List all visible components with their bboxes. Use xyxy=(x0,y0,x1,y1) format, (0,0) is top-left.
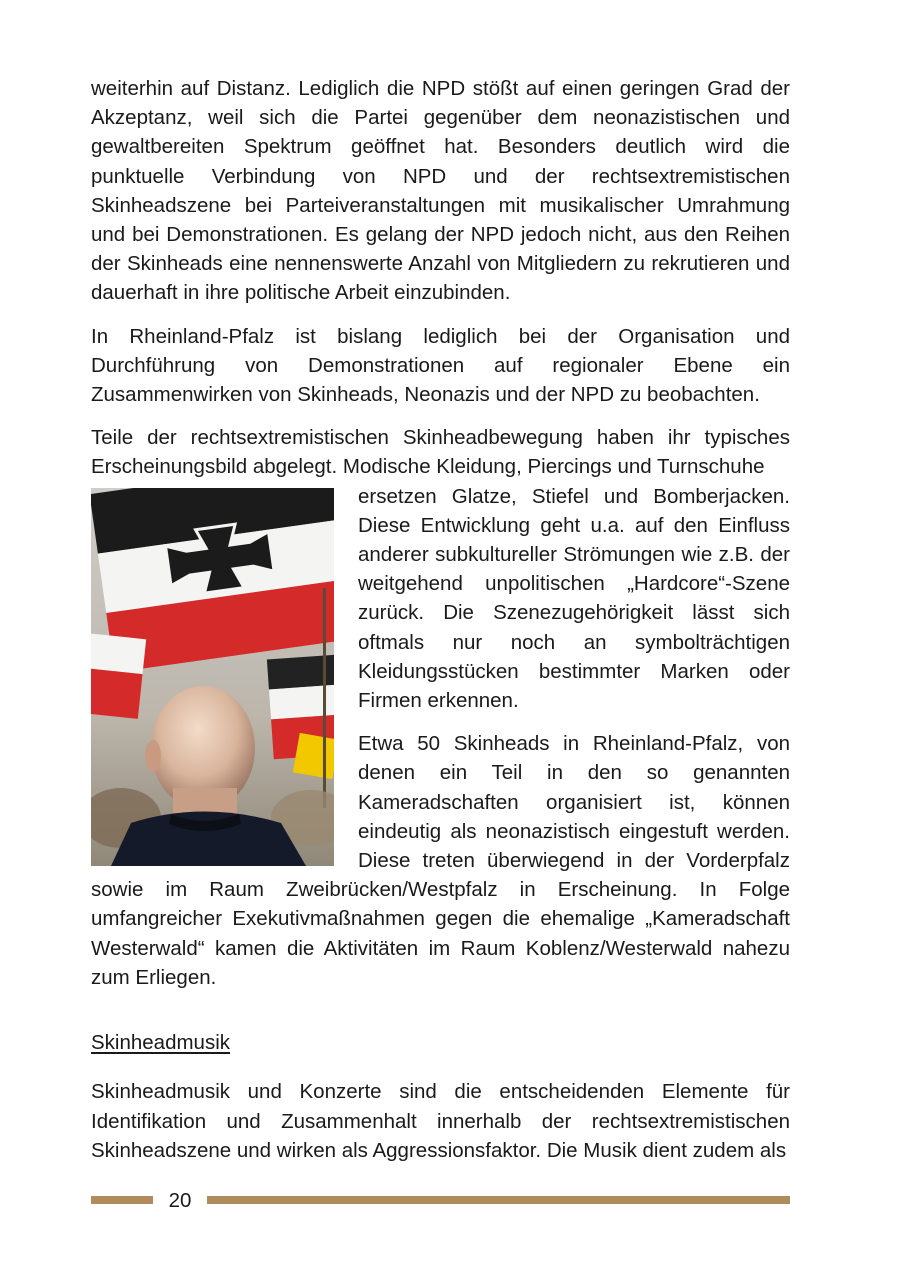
paragraph-4: Etwa 50 Skinheads in Rheinland-Pfalz, von denen ein Teil in den so genannten Kameradschaften organisiert ist, können eindeutig als neonazistisch eingestuft werden. Diese treten überwiegend in der Vorderpfalz sowie im Raum Zweibrücken/Westpfalz in Erscheinung. In Folge umfangreicher Exekutivmaßnahmen gegen die ehemalige „Kameradschaft Westerwald“ kamen die Aktivitäten im Raum Koblenz/Westerwald nahezu zum Erliegen. xyxy=(91,732,790,989)
page-content xyxy=(91,74,790,1179)
section-heading: Skinheadmusik xyxy=(91,1031,231,1055)
footer-rule-right xyxy=(207,1196,790,1204)
paragraph-3-intro: Teile der rechtsextremistischen Skinheadbewegung haben ihr typisches Erscheinungsbild abgelegt. Modische Kleidung, Piercings und Turnschuhe xyxy=(91,426,790,479)
paragraph-3: ersetzen Glatze, Stiefel und Bomberjacken. Diese Entwicklung geht u.a. auf den Einfluss anderer subkultureller Strömungen wie z.B. der weitgehend unpolitischen „Hardcore“-Szene zurück. Die Szenezugehörigkeit lässt sich oftmals nur noch an symbolträchtigen Kleidungsstücken bestimmter Marken oder Firmen erkennen. xyxy=(358,484,790,713)
demonstration-photo xyxy=(91,488,334,866)
paragraph-1: weiterhin auf Distanz. Lediglich die NPD stößt auf einen geringen Grad der Akzeptanz, weil sich die Partei gegenüber dem neonazistischen und gewaltbereiten Spektrum geöffnet hat. Besonders deutlich wird die punktuelle Verbindung von NPD und der rechtsextremistischen Skinheadszene bei Parteiveranstaltungen mit musikalischer Umrahmung und bei Demonstrationen. Es gelang der NPD jedoch nicht, aus den Reihen der Skinheads eine nennenswerte Anzahl von Mitgliedern zu rekrutieren und dauerhaft in ihre politische Arbeit einzubinden. xyxy=(91,77,790,305)
footer-rule-left xyxy=(91,1196,153,1204)
paragraph-5: Skinheadmusik und Konzerte sind die entscheidenden Elemente für Identifikation und Zusammenhalt innerhalb der rechtsextremistischen Skinheadszene und wirken als Aggressionsfaktor. Die Musik dient zudem als xyxy=(91,1080,790,1162)
page-number: 20 xyxy=(168,1189,192,1212)
page-footer xyxy=(91,1186,790,1216)
paragraph-2: In Rheinland-Pfalz ist bislang lediglich bei der Organisation und Durchführung von Demonstrationen auf regionaler Ebene ein Zusammenwirken von Skinheads, Neonazis und der NPD zu beobachten. xyxy=(91,324,790,407)
